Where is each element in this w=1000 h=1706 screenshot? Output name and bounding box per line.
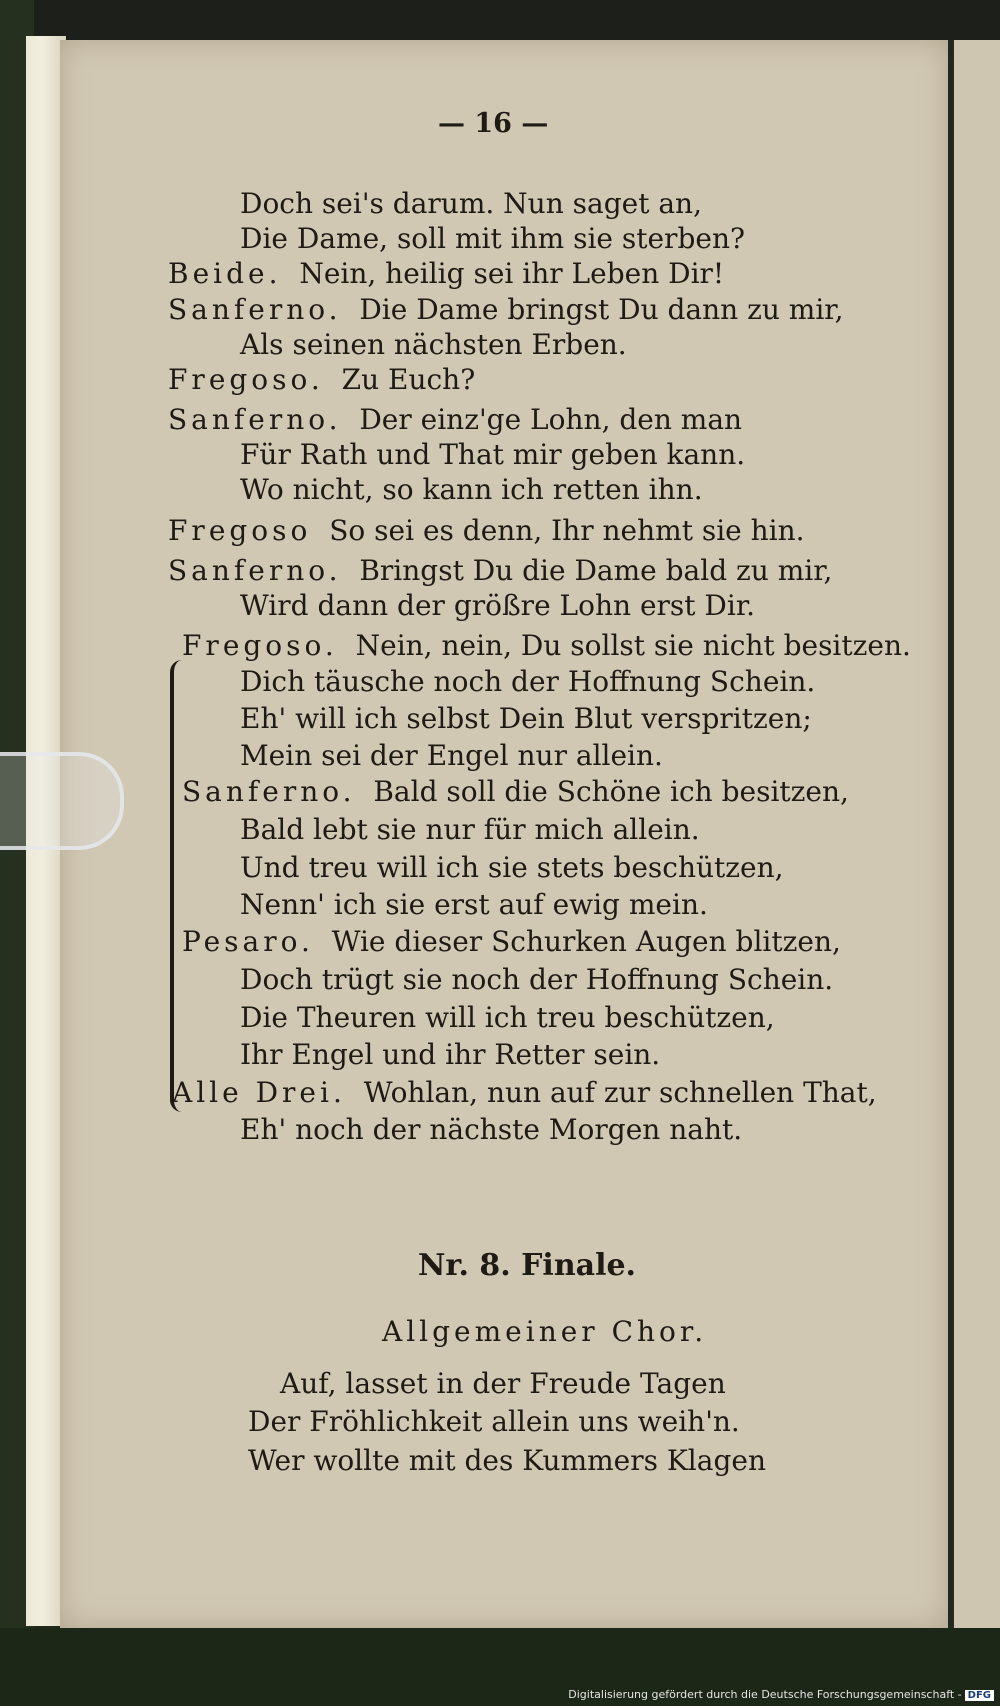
line-text: Mein sei der Engel nur allein.	[240, 739, 663, 772]
chorus-line: Der Fröhlichkeit allein uns weih'n.	[248, 1405, 740, 1438]
verse-line	[182, 924, 841, 960]
verse-line	[240, 437, 745, 473]
ensemble-brace	[170, 660, 190, 1112]
line-text: Wo nicht, so kann ich retten ihn.	[240, 473, 703, 506]
line-text: Wohlan, nun auf zur schnellen That,	[363, 1076, 877, 1109]
verse-line	[240, 472, 703, 508]
verse-line	[240, 186, 702, 222]
page-number: — 16 —	[438, 108, 549, 139]
line-text: Nein, nein, Du sollst sie nicht besitzen.	[355, 629, 911, 662]
verse-line	[240, 1000, 775, 1036]
line-text: Bald soll die Schöne ich besitzen,	[373, 775, 849, 808]
line-text: Eh' will ich selbst Dein Blut verspritzen;	[240, 702, 812, 735]
line-text: Dich täusche noch der Hoffnung Schein.	[240, 665, 816, 698]
verse-line	[240, 887, 708, 923]
speaker-name: Sanferno.	[168, 293, 342, 326]
next-page-edge	[952, 40, 1000, 1628]
speaker-name: Fregoso.	[182, 629, 338, 662]
speaker-name: Sanferno.	[168, 403, 342, 436]
verse-line	[182, 774, 849, 810]
line-text: Bald lebt sie nur für mich allein.	[240, 813, 700, 846]
line-text: Bringst Du die Dame bald zu mir,	[359, 554, 833, 587]
chorus-line: Auf, lasset in der Freude Tagen	[280, 1367, 726, 1400]
verse-line	[168, 292, 844, 328]
line-text: Zu Euch?	[341, 363, 476, 396]
verse-line	[240, 664, 815, 700]
verse-line	[240, 1037, 660, 1073]
verse-line	[240, 850, 784, 886]
chorus-heading: Allgemeiner Chor.	[382, 1315, 708, 1348]
verse-line	[240, 588, 755, 624]
line-text: Und treu will ich sie stets beschützen,	[240, 851, 784, 884]
verse-line	[240, 812, 700, 848]
speaker-name: Beide.	[168, 257, 282, 290]
verse-line	[240, 1112, 742, 1148]
line-text: Nein, heilig sei ihr Leben Dir!	[299, 257, 725, 290]
verse-line	[240, 221, 745, 257]
line-text: Für Rath und That mir geben kann.	[240, 438, 746, 471]
line-text: So sei es denn, Ihr nehmt sie hin.	[329, 514, 805, 547]
credit-text: Digitalisierung gefördert durch die Deutsche Forschungsgemeinschaft -	[568, 1688, 962, 1701]
line-text: Die Dame, soll mit ihm sie sterben?	[240, 222, 745, 255]
speaker-name: Alle Drei.	[172, 1076, 346, 1109]
verse-line	[240, 962, 833, 998]
speaker-name: Fregoso	[168, 514, 312, 547]
line-text: Der einz'ge Lohn, den man	[359, 403, 743, 436]
digitization-credit	[568, 1688, 994, 1701]
verse-line	[168, 402, 742, 438]
line-text: Als seinen nächsten Erben.	[240, 328, 627, 361]
verse-line	[168, 256, 724, 292]
line-text: Eh' noch der nächste Morgen naht.	[240, 1113, 743, 1146]
line-text: Wie dieser Schurken Augen blitzen,	[331, 925, 841, 958]
dfg-logo: DFG	[965, 1690, 994, 1701]
speaker-name: Sanferno.	[168, 554, 342, 587]
verse-line	[240, 738, 663, 774]
speaker-name: Pesaro.	[182, 925, 314, 958]
speaker-name: Fregoso.	[168, 363, 324, 396]
chorus-line: Wer wollte mit des Kummers Klagen	[248, 1444, 766, 1477]
section-heading: Nr. 8. Finale.	[418, 1248, 636, 1283]
line-text: Die Theuren will ich treu beschützen,	[240, 1001, 775, 1034]
verse-line	[168, 362, 475, 398]
verse-line	[168, 513, 805, 549]
verse-line	[172, 1075, 877, 1111]
verse-line	[182, 628, 911, 664]
verse-line	[168, 553, 832, 589]
speaker-name: Sanferno.	[182, 775, 356, 808]
line-text: Die Dame bringst Du dann zu mir,	[359, 293, 844, 326]
verse-line	[240, 327, 627, 363]
line-text: Ihr Engel und ihr Retter sein.	[240, 1038, 661, 1071]
line-text: Nenn' ich sie erst auf ewig mein.	[240, 888, 708, 921]
line-text: Doch sei's darum. Nun saget an,	[240, 187, 702, 220]
verse-line	[240, 701, 812, 737]
line-text: Doch trügt sie noch der Hoffnung Schein.	[240, 963, 834, 996]
scan-top-edge	[0, 0, 1000, 40]
line-text: Wird dann der größre Lohn erst Dir.	[240, 589, 756, 622]
page-clip	[0, 752, 124, 850]
